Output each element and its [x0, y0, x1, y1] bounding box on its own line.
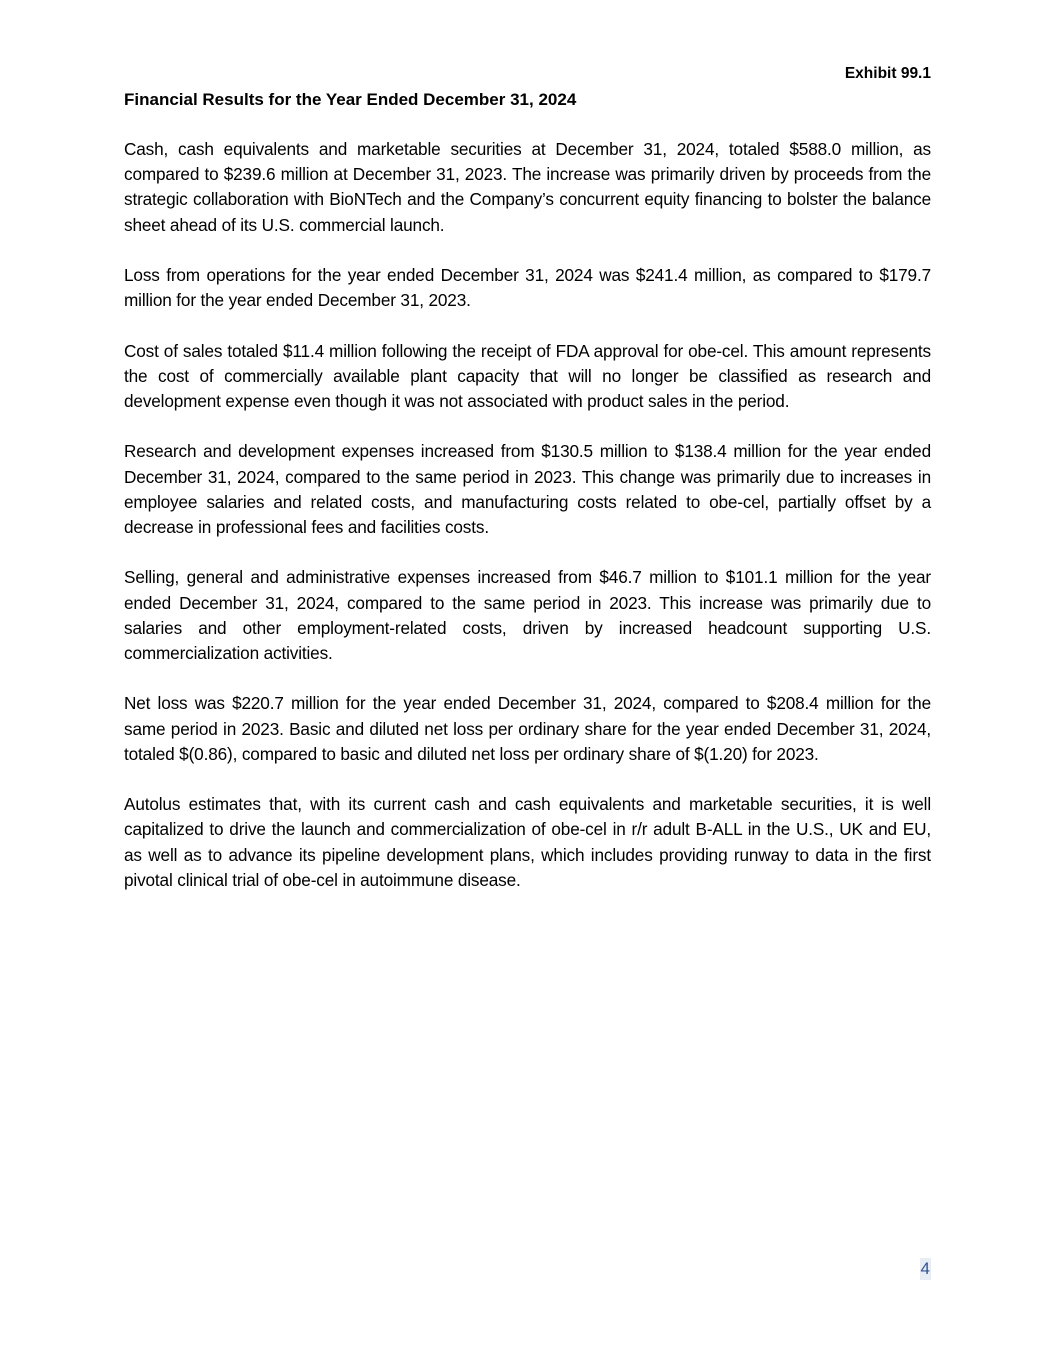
- paragraph-sga: Selling, general and administrative expenses increased from $46.7 million to $101.1 million for the year ended December 31, 2024, compared to the same period in 2023. This increase was primarily due to salaries and other employment-related costs, driven by increased headcount supporting U.S. commercialization activities.: [124, 567, 931, 663]
- paragraph-operating-loss: Loss from operations for the year ended December 31, 2024 was $241.4 million, as compared to $179.7 million for the year ended December 31, 2023.: [124, 265, 931, 311]
- page-number: 4: [920, 1259, 930, 1278]
- paragraph-outlook: Autolus estimates that, with its current cash and cash equivalents and marketable securities, it is well capitalized to drive the launch and commercialization of obe-cel in r/r adult B-ALL in the U.S., UK and EU, as well as to advance its pipeline development plans, which includes providing runway to data in the first pivotal clinical trial of obe-cel in autoimmune disease.: [124, 794, 931, 890]
- document-body: [124, 87, 931, 918]
- paragraph-research-development: Research and development expenses increased from $130.5 million to $138.4 million for the year ended December 31, 2024, compared to the same period in 2023. This change was primarily due to increases in employee salaries and related costs, and manufacturing costs related to obe-cel, partially offset by a decrease in professional fees and facilities costs.: [124, 441, 931, 537]
- paragraph-cash: Cash, cash equivalents and marketable securities at December 31, 2024, totaled $588.0 million, as compared to $239.6 million at December 31, 2023. The increase was primarily driven by proceeds from the strategic collaboration with BioNTech and the Company’s concurrent equity financing to bolster the balance sheet ahead of its U.S. commercial launch.: [124, 139, 931, 235]
- paragraph-net-loss: Net loss was $220.7 million for the year ended December 31, 2024, compared to $208.4 million for the same period in 2023. Basic and diluted net loss per ordinary share for the year ended December 31, 2024, totaled $(0.86), compared to basic and diluted net loss per ordinary share of $(1.20) for 2023.: [124, 693, 931, 764]
- exhibit-label: Exhibit 99.1: [844, 65, 931, 82]
- paragraph-cost-of-sales: Cost of sales totaled $11.4 million following the receipt of FDA approval for obe-cel. This amount represents the cost of commercially available plant capacity that will no longer be classified as research and development expense even though it was not associated with product sales in the period.: [124, 340, 931, 411]
- section-title: Financial Results for the Year Ended December 31, 2024: [124, 90, 577, 109]
